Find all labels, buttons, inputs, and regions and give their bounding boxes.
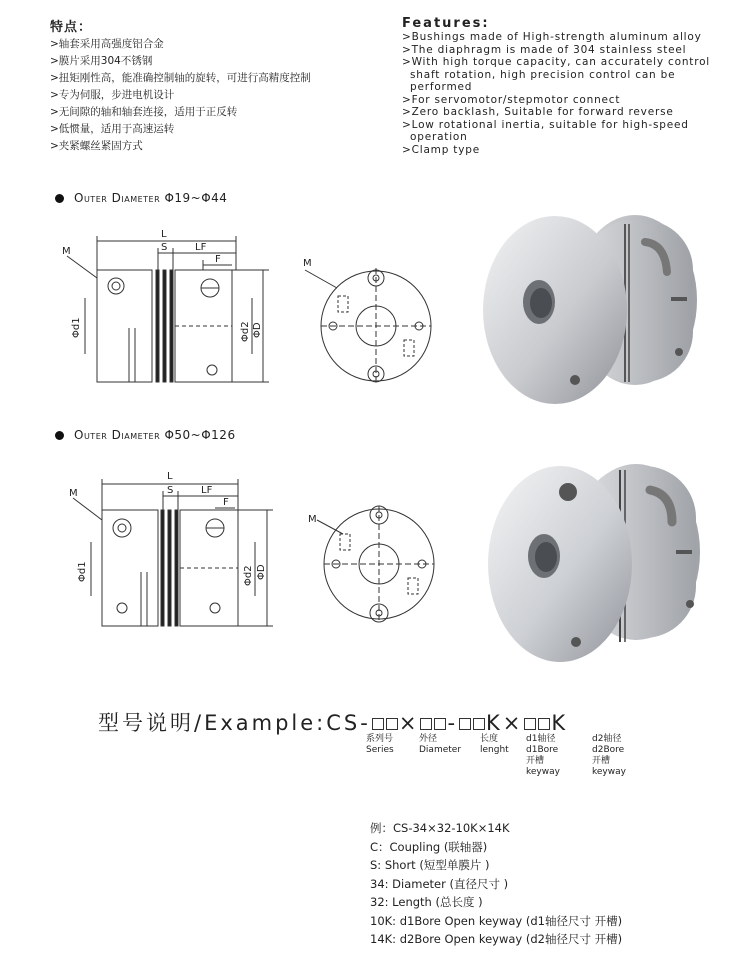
label-L: L	[161, 229, 167, 240]
field-label-en: Series	[366, 745, 394, 755]
label-D: ΦD	[252, 322, 263, 338]
label-S: S	[161, 242, 168, 253]
example-model-line	[98, 707, 568, 737]
field-label-cn: 系列号	[366, 734, 394, 744]
example-sep: -	[447, 711, 459, 735]
label-d2: Φd2	[243, 565, 254, 586]
section1-heading	[55, 191, 227, 205]
code-box	[473, 718, 485, 730]
label-S: S	[167, 485, 174, 496]
field-label-series	[366, 734, 394, 756]
example-line: 例：CS-34×32-10K×14K	[370, 821, 510, 835]
features-cn-item: >低惯量，适用于高速运转	[50, 123, 175, 135]
features-cn-item: >夹紧螺丝紧固方式	[50, 140, 143, 152]
field-label-cn: d2轴径	[592, 734, 622, 744]
features-cn-item: >膜片采用304不锈钢	[50, 55, 153, 67]
features-en-item: >The diaphragm is made of 304 stainless steel	[402, 43, 687, 56]
label-LF: LF	[195, 242, 207, 253]
label-d1: Φd1	[77, 561, 88, 582]
diaphragm	[161, 510, 164, 626]
features-en-item: >For servomotor/stepmotor connect	[402, 93, 621, 106]
features-en-item: >Bushings made of High-strength aluminum alloy	[402, 31, 702, 43]
field-label-en: lenght	[480, 745, 509, 755]
code-box	[459, 718, 471, 730]
example-line: C：Coupling (联轴器)	[370, 839, 488, 854]
features-en-item: >Clamp type	[402, 143, 480, 156]
features-cn-item: >轴套采用高强度铝合金	[50, 38, 164, 50]
coupling-photo-large	[480, 452, 715, 674]
field-label-cn: 开槽	[592, 756, 611, 766]
example-line: S: Short (短型单膜片 )	[370, 858, 490, 872]
example-k1: K×	[486, 711, 524, 735]
example-line: 34: Diameter (直径尺寸 )	[370, 876, 509, 891]
field-label-en: keyway	[592, 767, 626, 777]
example-explanation	[370, 819, 622, 949]
code-box	[524, 718, 536, 730]
example-k2: K	[551, 711, 569, 735]
code-box	[538, 718, 550, 730]
features-cn-list	[50, 36, 311, 155]
section2-drawing	[55, 462, 455, 642]
clamp-screw-hole	[113, 519, 131, 537]
bullet-icon	[55, 194, 64, 203]
field-label-cn: 外径	[419, 734, 438, 744]
example-line: 32: Length (总长度 )	[370, 895, 483, 909]
clamp-screw-hole	[108, 278, 124, 294]
features-cn-item: >扭矩刚性高，能准确控制轴的旋转，可进行高精度控制	[50, 72, 311, 84]
label-F: F	[223, 497, 229, 508]
features-en-item: >With high torque capacity, can accurately control shaft rotation, high precision control can be performed	[402, 56, 711, 93]
label-D: ΦD	[256, 564, 267, 580]
label-L: L	[167, 471, 173, 482]
example-prefix: 型号说明/Example:CS-	[98, 711, 371, 735]
label-M: M	[69, 488, 78, 499]
bullet-icon	[55, 431, 64, 440]
code-box	[372, 718, 384, 730]
left-hub	[102, 510, 158, 626]
example-line: 10K: d1Bore Open keyway (d1轴径尺寸 开槽)	[370, 913, 623, 928]
code-box	[420, 718, 432, 730]
code-box	[386, 718, 398, 730]
features-cn-item: >专为伺服，步进电机设计	[50, 89, 175, 101]
features-en-list	[402, 31, 732, 156]
features-cn-title: 特点：	[50, 20, 93, 35]
label-M: M	[62, 246, 71, 257]
label-LF: LF	[201, 485, 213, 496]
label-d2: Φd2	[240, 321, 251, 342]
diaphragm	[170, 270, 173, 382]
features-cn-item: >无间隙的轴和轴套连接，适用于正反转	[50, 106, 238, 118]
example-sep: ×	[398, 711, 420, 735]
diaphragm	[163, 270, 166, 382]
diaphragm	[175, 510, 178, 626]
field-label-en: d2Bore	[592, 745, 625, 755]
section2-heading-text: Outer Diameter Φ50~Φ126	[74, 428, 236, 442]
field-label-en: keyway	[526, 767, 560, 777]
field-label-d1bore	[526, 734, 560, 778]
section1-heading-text: Outer Diameter Φ19~Φ44	[74, 191, 228, 205]
field-label-en: d1Bore	[526, 745, 559, 755]
features-en-item: >Low rotational inertia, suitable for high-speed operation	[402, 118, 689, 143]
code-box	[434, 718, 446, 730]
left-hub	[97, 270, 152, 382]
label-F: F	[215, 254, 221, 265]
field-label-diameter	[419, 734, 461, 756]
field-label-length	[480, 734, 509, 756]
coupling-photo-small	[475, 202, 715, 417]
field-label-cn: 长度	[480, 734, 499, 744]
features-en-title: Features:	[402, 16, 490, 31]
field-label-cn: 开槽	[526, 756, 545, 766]
example-line: 14K: d2Bore Open keyway (d2轴径尺寸 开槽)	[370, 932, 623, 946]
field-label-en: Diameter	[419, 745, 462, 755]
diaphragm	[168, 510, 171, 626]
section2-heading	[55, 428, 236, 442]
diaphragm	[156, 270, 159, 382]
label-M-end: M	[303, 258, 312, 269]
field-label-cn: d1轴径	[526, 734, 556, 744]
section1-drawing	[55, 218, 455, 398]
label-d1: Φd1	[71, 317, 82, 338]
field-label-d2bore	[592, 734, 626, 778]
label-M-end: M	[308, 514, 317, 525]
features-en-item: >Zero backlash, Suitable for forward reverse	[402, 106, 674, 118]
